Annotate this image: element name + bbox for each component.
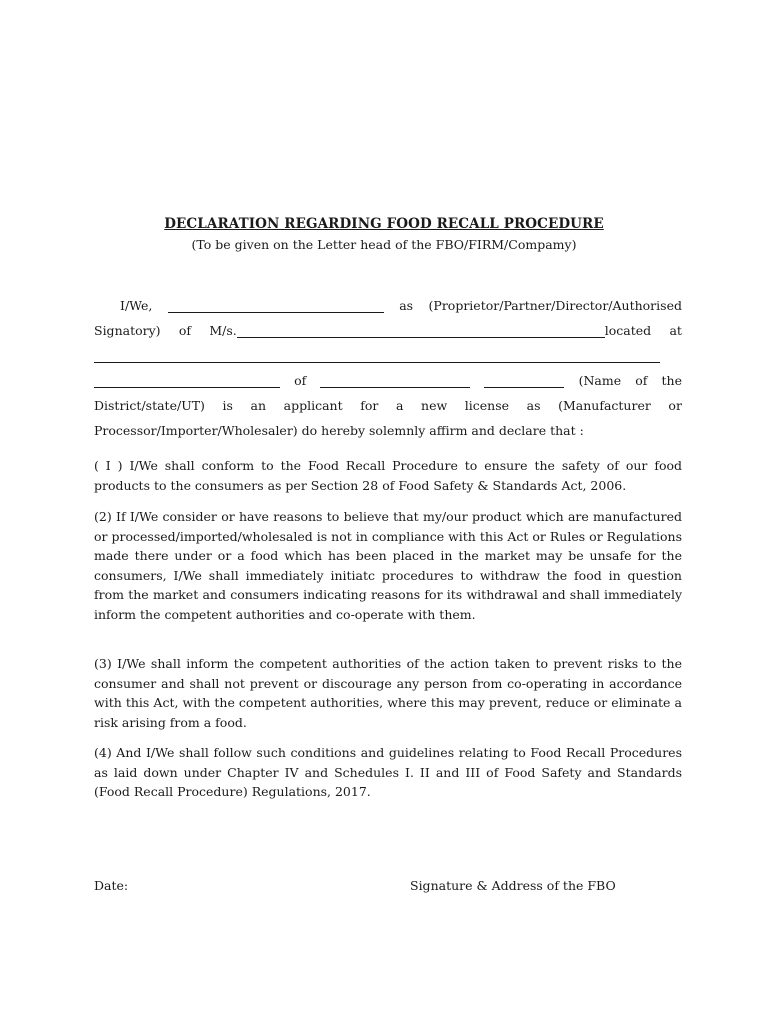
location-blank: [94, 350, 660, 363]
declaration-line-1: [94, 288, 682, 313]
clause-4: (4) And I/We shall follow such conditions and guidelines relating to Food Recall Procedures as laid down under Chapter IV and Schedules I. II and III of Food Safety and Standards (Food Recall Procedure) Regulations, 2017.: [94, 745, 682, 799]
district-blank: [320, 375, 470, 388]
declaration-line-4: [94, 363, 682, 388]
clause-2: (2) If I/We consider or have reasons to believe that my/our product which are manufactured or processed/imported/wholesaled is not in compliance with this Act or Rules or Regulations made there under or a food which has been placed in the market may be unsafe for the consumers, I/We shall immediately initiatc procedures to withdraw the food in question from the market and consumers indicating reasons for its withdrawal and shall immediately inform the competent authorities and co-operate with them.: [94, 509, 682, 622]
state-blank: [484, 375, 564, 388]
location-blank-2: [94, 375, 280, 388]
declaration-text: at: [669, 323, 682, 338]
declaration-text: M/s.: [209, 323, 237, 338]
declaration-text: the: [661, 373, 682, 388]
declaration-text: an: [250, 398, 267, 413]
declaration-text: new: [421, 398, 448, 413]
declaration-text: or: [668, 398, 682, 413]
declaration-text: as: [399, 298, 414, 313]
declaration-block: [94, 288, 682, 438]
declaration-text: Processor/Importer/Wholesaler) do hereby solemnly affirm and declare that :: [94, 423, 584, 438]
date-label: Date:: [94, 878, 129, 893]
declaration-text: for: [360, 398, 379, 413]
clause-1: ( I ) I/We shall conform to the Food Recall Procedure to ensure the safety of our food products to the consumers as per Section 28 of Food Safety & Standards Act, 2006.: [94, 458, 682, 493]
declaration-text: license: [464, 398, 510, 413]
declaration-line-6: [94, 413, 682, 438]
signature-label: Signature & Address of the FBO: [410, 878, 616, 893]
declaration-text: of: [178, 323, 192, 338]
declaration-text: applicant: [283, 398, 343, 413]
declaration-line-3: [94, 338, 682, 363]
declaration-text: (Manufacturer: [558, 398, 651, 413]
declaration-text: (Proprietor/Partner/Director/Authorised: [428, 298, 682, 313]
declaration-text: (Name: [578, 373, 622, 388]
firm-name-group: [209, 323, 651, 338]
declaration-text: of: [294, 373, 307, 388]
declaration-text: District/state/UT): [94, 398, 205, 413]
declaration-text: as: [526, 398, 541, 413]
document-subtitle: (To be given on the Letter head of the FBO/FIRM/Compamy): [191, 237, 577, 252]
declaration-line-2: [94, 313, 682, 338]
declaration-line-5: [94, 388, 682, 413]
declaration-text: of: [635, 373, 648, 388]
name-blank: [168, 300, 384, 313]
declaration-text: is: [222, 398, 233, 413]
firm-name-blank: [237, 325, 605, 338]
document-title: DECLARATION REGARDING FOOD RECALL PROCEDURE: [164, 216, 604, 232]
declaration-text: I/We,: [120, 298, 153, 313]
declaration-text: a: [395, 398, 404, 413]
clause-3: (3) I/We shall inform the competent authorities of the action taken to prevent risks to the consumer and shall not prevent or discourage any person from co-operating in accordance with this Act, with the competent authorities, where this may prevent, reduce or eliminate a risk arising from a food.: [94, 656, 682, 730]
declaration-text: Signatory): [94, 323, 161, 338]
declaration-text: located: [604, 323, 652, 338]
